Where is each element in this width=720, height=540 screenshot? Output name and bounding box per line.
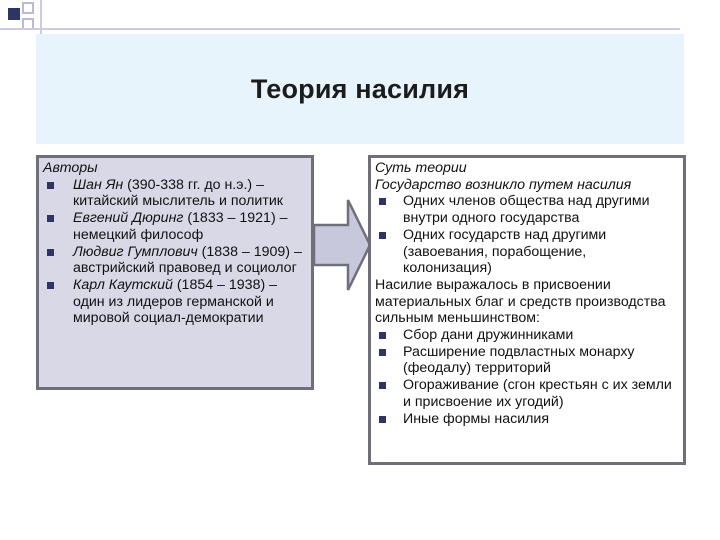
list-item-text: Иные формы насилия [403,410,550,427]
list-item [375,344,679,377]
square-bullet-icon [379,332,386,339]
square-bullet-icon [379,232,386,239]
square-bullet-icon [379,416,386,423]
authors-heading: Авторы [43,160,98,176]
square-bullet-icon [379,382,386,389]
author-name: Евгений Дюринг [73,210,184,227]
theory-subheading: Государство возникло путем насилия [375,176,632,193]
theory-paragraph: Насилие выражалось в присвоении материальных благ и средств производства сильным меньшинством: [375,276,666,327]
list-item-text: Одних членов общества над другими внутри одного государства [403,193,650,227]
list-item-text: Расширение подвластных монарху (феодалу) территорий [403,343,635,377]
author-item [43,210,305,243]
author-item [43,244,305,277]
decorative-horizontal-line [0,28,680,30]
list-item [375,227,679,277]
slide-title: Теория насилия [250,74,470,104]
square-bullet-icon [47,249,54,256]
square-bullet-icon [379,349,386,356]
list-item-text: Одних государств над другими (завоевания, порабощение, колонизация) [403,226,607,277]
author-detail: (1833 – 1921) – немецкий философ [73,210,288,243]
list-item [375,327,679,344]
square-bullet-icon [47,182,54,189]
author-name: Шан Ян [73,176,124,193]
author-name: Людвиг Гумплович [73,243,198,260]
corner-square-dark [8,8,20,20]
list-item-text: Огораживание (сгон крестьян с их земли и присвоение их угодий) [403,377,672,410]
square-bullet-icon [379,198,386,205]
square-bullet-icon [47,282,54,289]
author-item [43,277,305,327]
author-detail: (1838 – 1909) – австрийский правовед и социолог [73,243,302,277]
author-detail: (390-338 гг. до н.э.) – китайский мыслитель и политик [73,176,283,210]
list-item-text: Сбор дани дружинниками [403,327,574,344]
list-item [375,411,679,428]
right-arrow-icon [314,195,372,295]
corner-square-light [22,2,34,14]
author-item [43,177,305,210]
square-bullet-icon [47,215,54,222]
list-item [375,377,679,410]
author-detail: (1854 – 1938) – один из лидеров германской и мировой социал-демократии [73,276,278,327]
author-name: Карл Каутский [73,276,173,293]
theory-box [368,155,686,465]
authors-box [36,155,314,390]
theory-heading: Суть теории [375,160,467,176]
list-item [375,193,679,226]
